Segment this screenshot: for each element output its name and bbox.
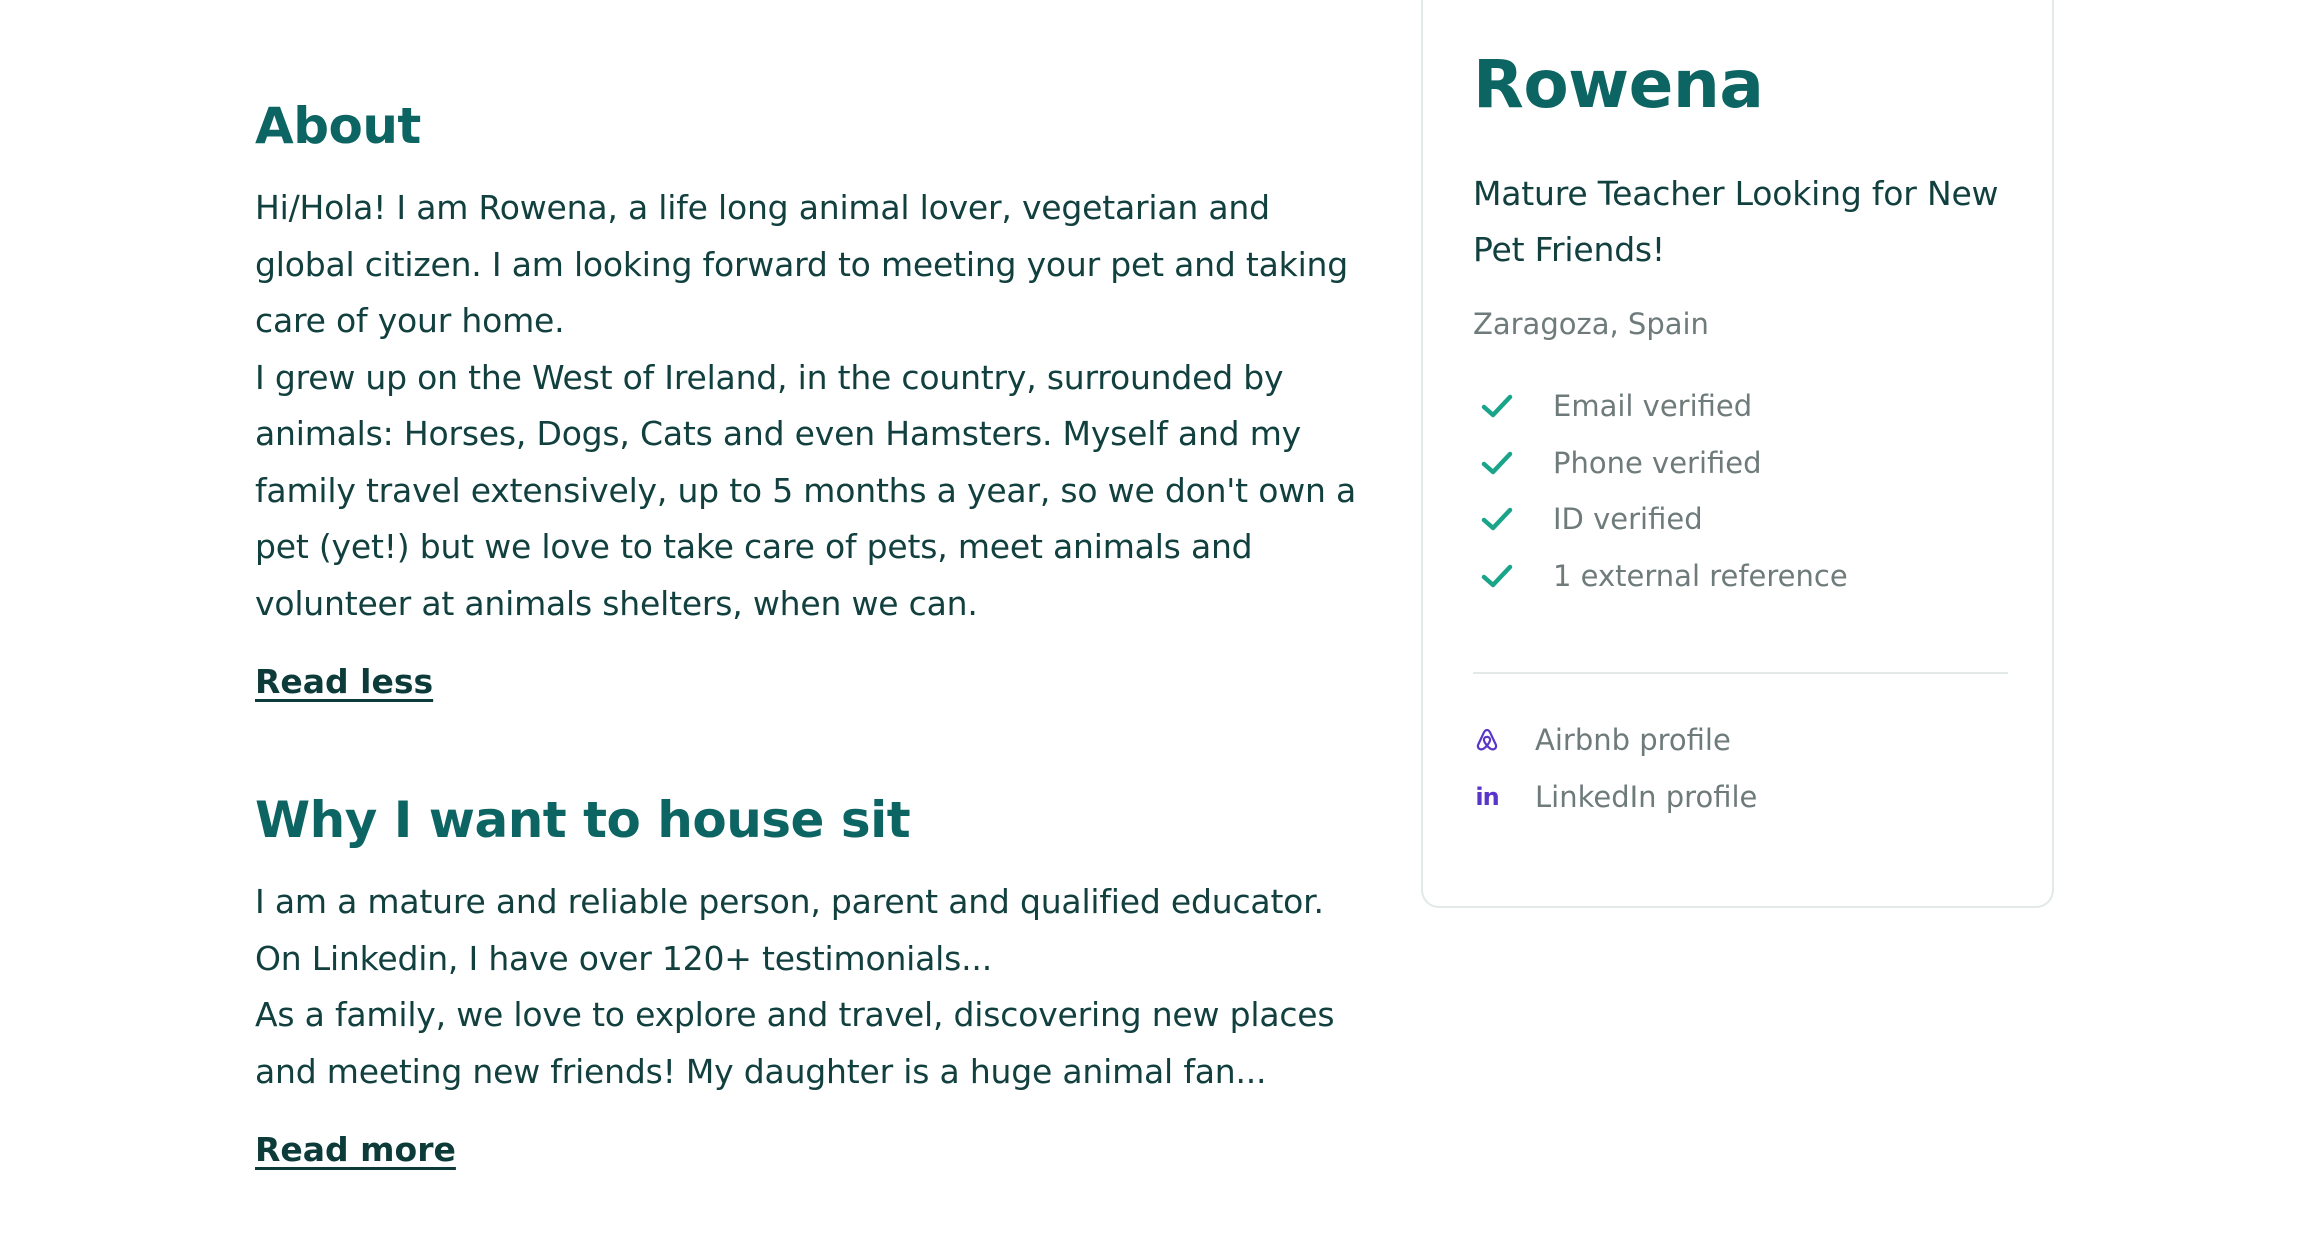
external-profile-links xyxy=(1473,712,2008,825)
verification-list xyxy=(1473,378,2008,604)
verification-label: 1 external reference xyxy=(1553,558,1848,593)
why-body xyxy=(255,874,1375,1100)
verification-item-reference xyxy=(1473,548,2008,605)
check-icon xyxy=(1479,445,1515,481)
about-section xyxy=(255,92,1375,710)
linkedin-profile-label: LinkedIn profile xyxy=(1535,779,1758,814)
about-paragraph: I grew up on the West of Ireland, in the country, surrounded by animals: Horses, Dogs, Cats and even Hamsters. Myself and my family travel extensively, up to 5 months a year, so we don't own a pet (yet!) but we love to take care of pets, meet animals and volunteer at animals shelters, when we can. xyxy=(255,357,1357,623)
main-content xyxy=(255,92,1375,1178)
verification-item-email xyxy=(1473,378,2008,435)
verification-label: Email verified xyxy=(1553,389,1753,424)
card-divider xyxy=(1473,672,2008,674)
read-less-link[interactable]: Read less xyxy=(255,662,434,701)
airbnb-profile-link[interactable] xyxy=(1473,712,2008,769)
why-title: Why I want to house sit xyxy=(255,791,911,849)
sitter-tagline: Mature Teacher Looking for New Pet Friends! xyxy=(1473,174,1999,269)
linkedin-icon-glyph: in xyxy=(1475,782,1499,811)
verification-label: ID verified xyxy=(1553,502,1703,537)
linkedin-icon xyxy=(1473,783,1501,811)
about-title: About xyxy=(255,97,421,155)
sitter-name: Rowena xyxy=(1473,46,1764,123)
why-paragraph: As a family, we love to explore and travel, discovering new places and meeting new friends! My daughter is a huge animal fan... xyxy=(255,995,1335,1091)
profile-card-content xyxy=(1473,42,2008,825)
about-body xyxy=(255,180,1375,632)
profile-card xyxy=(1421,0,2054,908)
why-paragraph: I am a mature and reliable person, parent and qualified educator. On Linkedin, I have over 120+ testimonials... xyxy=(255,882,1324,978)
airbnb-profile-label: Airbnb profile xyxy=(1535,723,1731,758)
read-more-link[interactable]: Read more xyxy=(255,1130,456,1169)
airbnb-icon xyxy=(1473,726,1501,754)
verification-label: Phone verified xyxy=(1553,445,1762,480)
verification-item-id xyxy=(1473,491,2008,548)
about-paragraph: Hi/Hola! I am Rowena, a life long animal lover, vegetarian and global citizen. I am looking forward to meeting your pet and taking care of your home. xyxy=(255,188,1349,340)
sitter-location: Zaragoza, Spain xyxy=(1473,307,1709,341)
check-icon xyxy=(1479,501,1515,537)
verification-item-phone xyxy=(1473,435,2008,492)
linkedin-profile-link[interactable] xyxy=(1473,769,2008,826)
check-icon xyxy=(1479,558,1515,594)
why-section xyxy=(255,786,1375,1178)
check-icon xyxy=(1479,388,1515,424)
